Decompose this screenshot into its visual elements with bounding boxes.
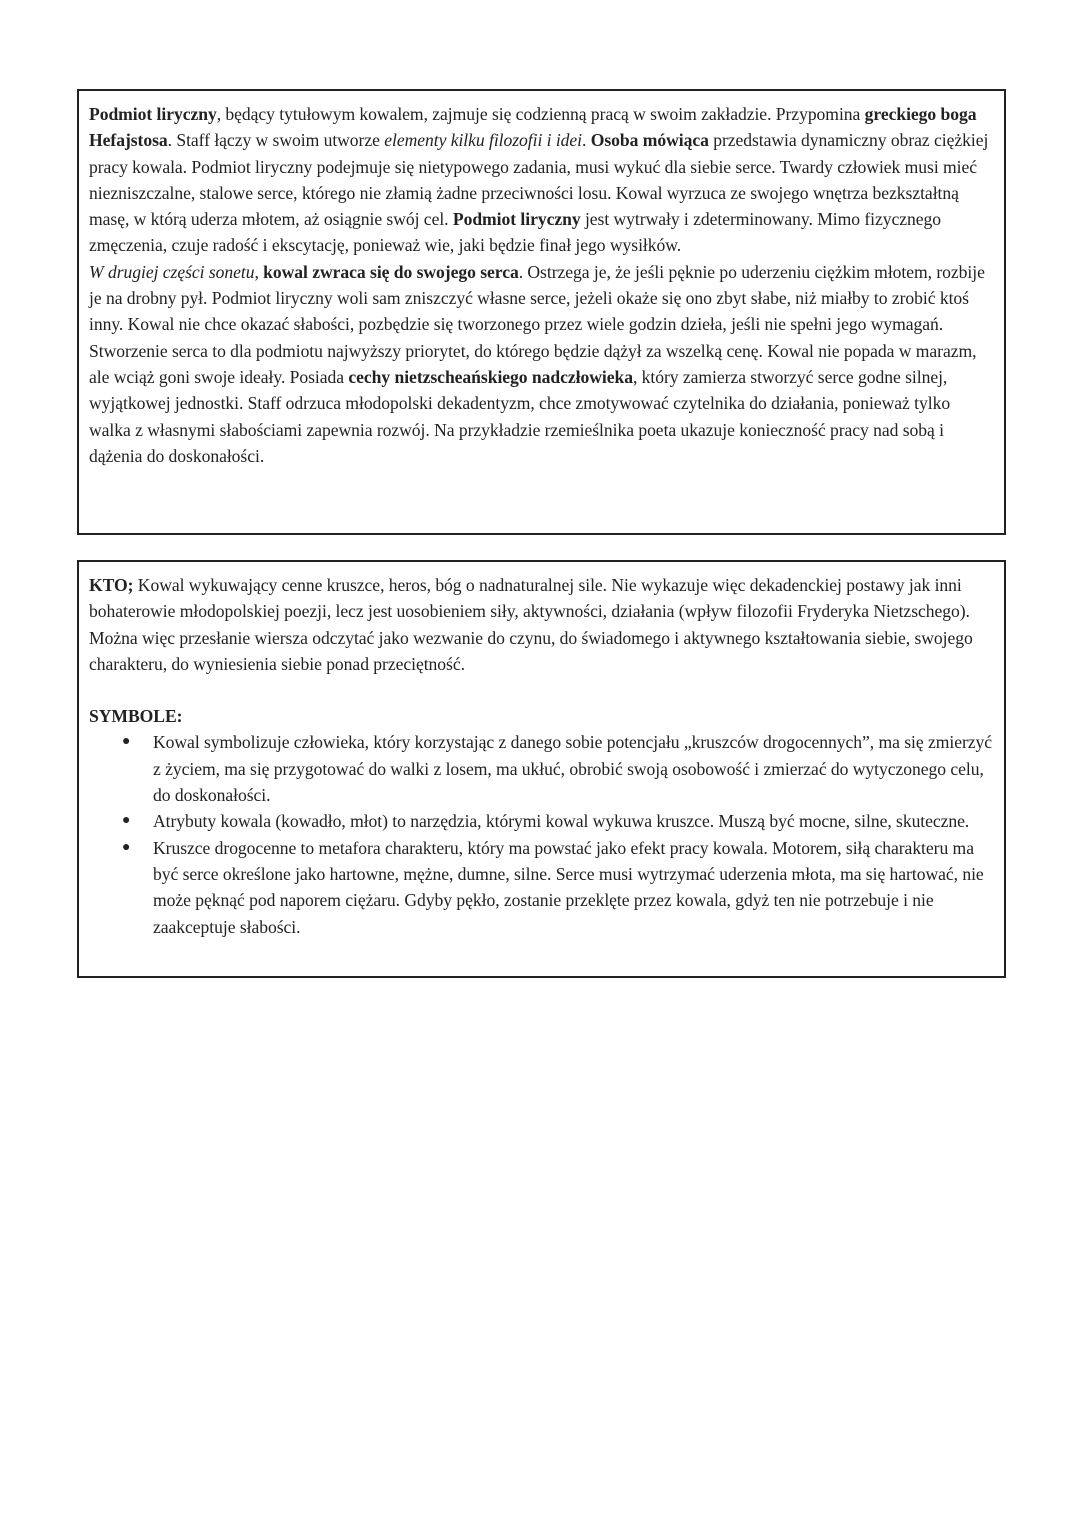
text: jest wytrwały i zdeterminowany. Mimo fizycznego zmęczenia, czuje radość i ekscytację, ponieważ wie, jaki będzie finał jego wysiłków. <box>89 209 942 256</box>
text: . Staff łączy w swoim utworze <box>167 130 385 151</box>
symbols-list <box>89 729 994 939</box>
bold-text: kowal zwraca się do swojego serca <box>263 261 519 282</box>
who-and-symbols-box <box>77 560 1006 978</box>
text: przedstawia dynamiczny obraz ciężkiej pracy kowala. Podmiot liryczny podejmuje się nietypowego zadania, musi wykuć dla siebie serce. Twardy człowiek musi mieć niezniszczalne, stalowe serce, którego nie złamią żadne przeciwności losu. Kowal wyrzuca ze swojego wnętrza bezkształtną masę, w którą uderza młotem, aż osiągnie swój cel. <box>89 130 989 230</box>
bold-text: Osoba mówiąca <box>590 130 709 151</box>
text: Kowal wykuwający cenne kruszce, heros, bóg o nadnaturalnej sile. Nie wykazuje więc dekadenckiej postawy jak inni bohaterowie młodopolskiej poezji, lecz jest uosobieniem siły, aktywności, działania (wpływ filozofii Fryderyka Nietzschego). Można więc przesłanie wiersza odczytać jako wezwanie do czynu, do świadomego i aktywnego kształtowania siebie, swojego charakteru, do wyniesienia siebie ponad przeciętność. <box>89 575 973 674</box>
list-item: ● Kruszce drogocenne to metafora charakteru, który ma powstać jako efekt pracy kowala. Motorem, siłą charakteru ma być serce określone jako hartowne, mężne, dumne, silne. Serce musi wytrzymać uderzenia młota, ma się hartować, nie może pęknąć pod naporem ciężaru. Gdyby pękło, zostanie przeklęte przez kowala, gdyż ten nie potrzebuje i nie zaakceptuje słabości. <box>153 835 994 940</box>
paragraph-lyrical-subject <box>89 101 994 259</box>
list-item: ● Atrybuty kowala (kowadło, młot) to narzędzia, którymi kowal wykuwa kruszce. Muszą być mocne, silne, skuteczne. <box>153 808 994 834</box>
lyrical-subject-box <box>77 89 1006 535</box>
who-label: KTO; <box>89 575 134 595</box>
text: , który zamierza stworzyć serce godne silnej, wyjątkowej jednostki. Staff odrzuca młodopolski dekadentyzm, chce zmotywować czytelnika do działania, ponieważ tylko walka z własnymi słabościami zapewnia rozwój. Na przykładzie rzemieślnika poeta ukazuje konieczność pracy nad sobą i dążenia do doskonałości. <box>89 366 951 466</box>
italic-text: W drugiej części sonetu <box>89 261 255 282</box>
bold-text: Podmiot liryczny <box>89 104 217 124</box>
bold-text: cechy nietzscheańskiego nadczłowieka <box>348 366 633 387</box>
symbols-heading: SYMBOLE: <box>89 706 183 727</box>
bold-text: greckiego boga Hefajstosa <box>89 104 977 151</box>
text: . Ostrzega je, że jeśli pęknie po uderzeniu ciężkim młotem, rozbije je na drobny pył. Podmiot liryczny woli sam zniszczyć własne serce, jeżeli okaże się ono zbyt słabe, niż miałby to zrobić ktoś inny. Kowal nie chce okazać słabości, pozbędzie się tworzonego przez wiele godzin dzieła, jeśli nie spełni jego wymagań. Stworzenie serca to dla podmiotu najwyższy priorytet, do którego będzie dążył za wszelką cenę. Kowal nie popada w marazm, ale wciąż goni swoje ideały. Posiada <box>89 261 985 387</box>
text: , <box>254 261 264 282</box>
text: , będący tytułowym kowalem, zajmuje się codzienną pracą w swoim zakładzie. Przypomina <box>216 104 865 124</box>
spacer <box>89 677 994 703</box>
list-item: ● Kowal symbolizuje człowieka, który korzystając z danego sobie potencjału „kruszców drogocennych”, ma się zmierzyć z życiem, ma się przygotować do walki z losem, ma ukłuć, obrobić swoją osobowość i zmierzać do wytyczonego celu, do doskonałości. <box>153 729 994 808</box>
paragraph-second-part <box>89 259 994 469</box>
paragraph-who <box>89 572 994 677</box>
italic-text: elementy kilku filozofii i idei <box>384 130 583 151</box>
bold-text: Podmiot liryczny <box>452 209 581 230</box>
text: . <box>582 130 591 151</box>
